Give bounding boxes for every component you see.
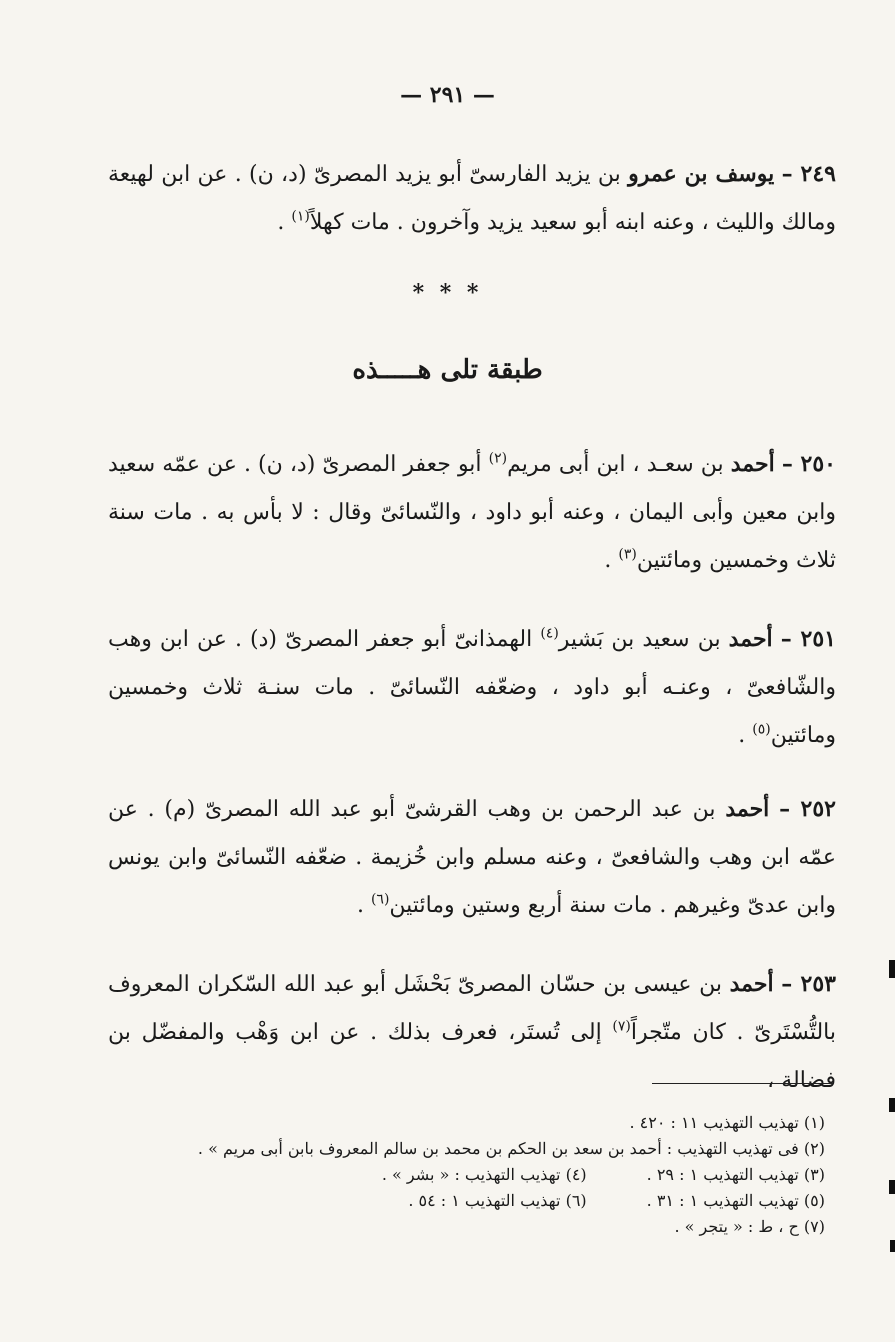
entry-end: .	[738, 723, 753, 748]
entry-text: بن عيسى بن حسّان المصرىّ بَحْشَل أبو عبد الله السّكران المعروف بالتُّسْتَرىّ . كان متّجراً	[108, 972, 836, 1045]
entry-end: .	[356, 893, 371, 918]
entry-number: ٢٥٠ –	[781, 451, 836, 477]
page-number: — ٢٩١ —	[400, 82, 495, 108]
footnote-1: (١) تهذيب التهذيب ١١ : ٤٢٠ .	[629, 1113, 825, 1132]
footnote-ref: (٥)	[752, 721, 771, 738]
footnote-ref: (٦)	[370, 891, 390, 908]
entry-name: أحمد	[725, 796, 770, 822]
footnote-ref: (١)	[291, 208, 310, 225]
footnotes	[65, 1110, 825, 1240]
scan-mark	[889, 960, 895, 978]
footnote-divider	[652, 1083, 834, 1084]
scan-mark	[890, 1240, 895, 1252]
footnote-ref: (٢)	[488, 450, 508, 467]
footnote-row	[65, 1162, 825, 1188]
footnote-6: (٦) تهذيب التهذيب ١ : ٥٤ .	[408, 1191, 587, 1210]
entry-252	[108, 785, 836, 930]
footnote-ref: (٧)	[612, 1018, 631, 1035]
entry-end: .	[604, 548, 619, 573]
entry-end: .	[277, 210, 292, 235]
scan-mark	[889, 1098, 895, 1112]
entry-text: بن سعيد بن بَشير	[558, 627, 729, 652]
entry-number: ٢٤٩ –	[781, 161, 836, 187]
entry-250	[108, 440, 836, 585]
entry-251	[108, 615, 836, 760]
section-separator: * * *	[412, 280, 483, 306]
footnote-4: (٤) تهذيب التهذيب : « بشر » .	[381, 1165, 587, 1184]
footnote-2: (٢) فى تهذيب التهذيب : أحمد بن سعد بن الحكم بن محمد بن سالم المعروف بابن أبى مريم » .	[197, 1139, 825, 1158]
entry-text: الهمذانىّ أبو جعفر المصرىّ (د) . عن ابن وهب والشّافعىّ ، وعنـه أبو داود ، وضعّفه النّسائىّ . مات سنـة ثلاث وخمسين ومائتين	[108, 627, 836, 748]
entry-number: ٢٥٣ –	[781, 971, 836, 997]
entry-number: ٢٥٢ –	[779, 796, 836, 822]
entry-text: أبو جعفر المصرىّ (د، ن) . عن عمّه سعيد وابن معين وأبى اليمان ، وعنه أبو داود ، والنّسائىّ وقال : لا بأس به . مات سنة ثلاث وخمسين ومائتين	[108, 452, 836, 573]
entry-text: بن يزيد الفارسىّ أبو يزيد المصرىّ (د، ن) . عن ابن لهيعة ومالك والليث ، وعنه ابنه أبو سعيد يزيد وآخرون . مات كهلاً	[108, 162, 836, 235]
entry-249	[108, 150, 836, 247]
section-title: طبقة تلى هـــــذه	[352, 355, 543, 385]
footnote-ref: (٣)	[618, 546, 637, 563]
entry-text: إلى تُستَر، فعرف بذلك . عن ابن وَهْب والمفضّل بن فضالة ،	[108, 1020, 836, 1093]
entry-name: أحمد	[728, 626, 773, 652]
entry-text: بن سعـد ، ابن أبى مريم	[507, 452, 731, 477]
footnote-7: (٧) ح ، ط : « يتجر » .	[674, 1217, 825, 1236]
footnote-3: (٣) تهذيب التهذيب ١ : ٢٩ .	[646, 1165, 825, 1184]
entry-name: يوسف بن عمرو	[628, 161, 775, 187]
entry-number: ٢٥١ –	[780, 626, 836, 652]
entry-name: أحمد	[730, 451, 775, 477]
entry-name: أحمد	[729, 971, 774, 997]
scan-mark	[889, 1180, 895, 1194]
footnote-row	[65, 1188, 825, 1214]
footnote-ref: (٤)	[540, 625, 559, 642]
entry-text: بن عبد الرحمن بن وهب القرشىّ أبو عبد الله المصرىّ (م) . عن عمّه ابن وهب والشافعىّ ، وعنه مسلم وابن خُزيمة . ضعّفه النّسائىّ وابن يونس وابن عدىّ وغيرهم . مات سنة أربع وستين ومائتين	[108, 797, 836, 918]
footnote-5: (٥) تهذيب التهذيب ١ : ٣١ .	[646, 1191, 825, 1210]
